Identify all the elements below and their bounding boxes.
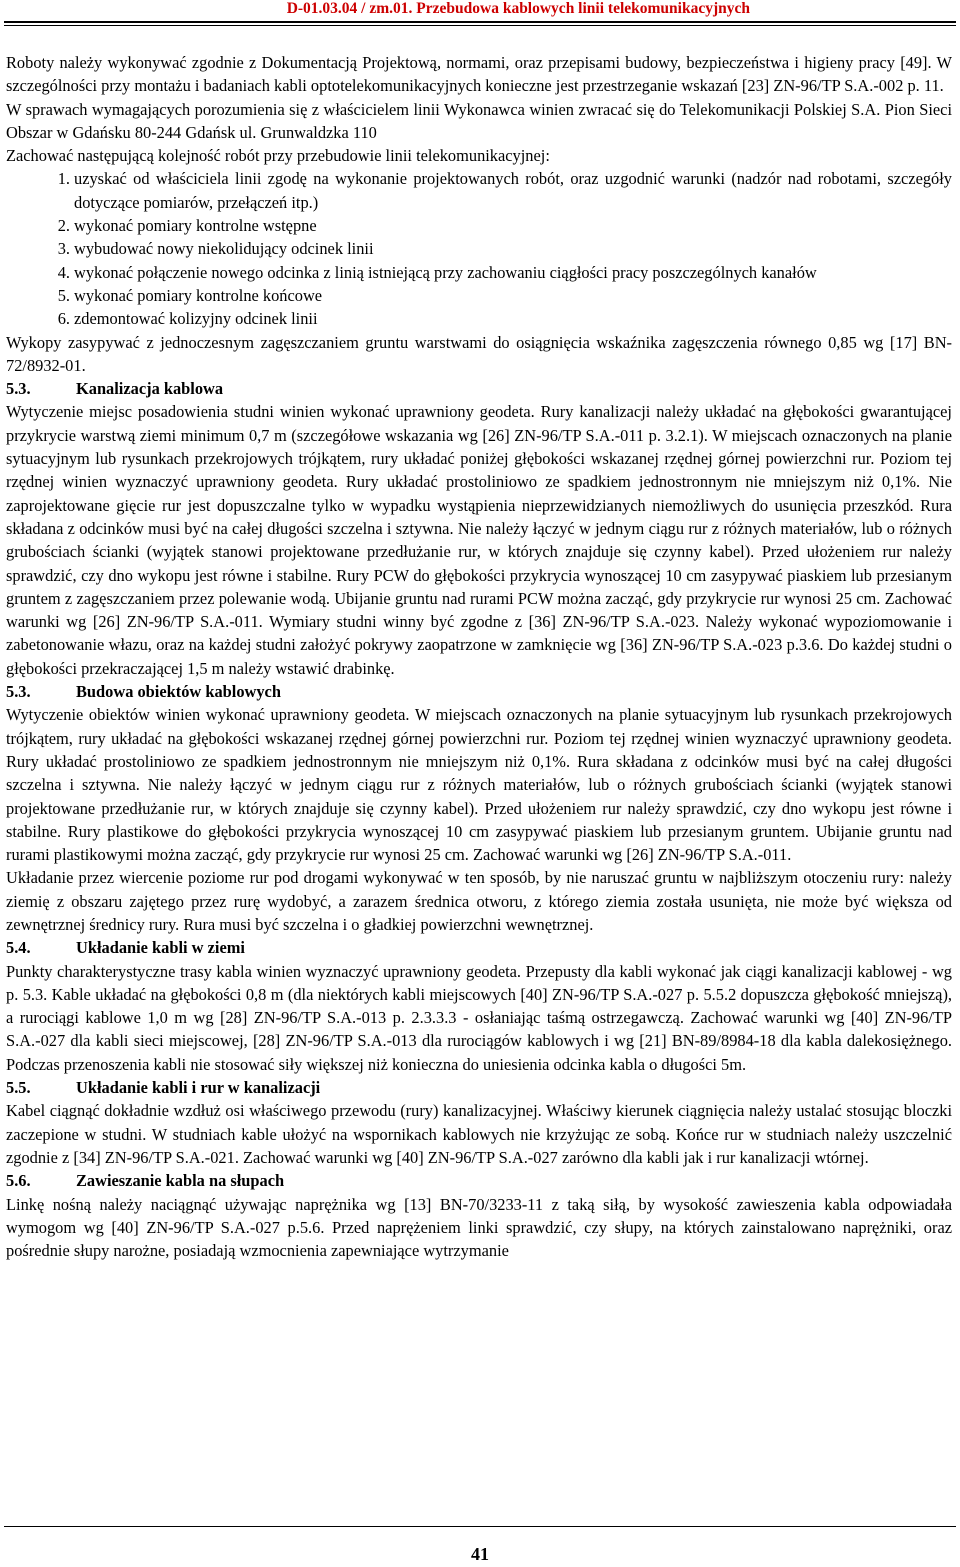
list-item-text: uzyskać od właściciela linii zgodę na wykonanie projektowanych robót, oraz uzgodnić warunki (nadzór nad robotami, szczegóły dotyczące pomiarów, przełączeń itp.) (74, 169, 952, 212)
work-order-list (6, 167, 952, 330)
section-text: Układanie przez wiercenie poziome rur pod drogami wykonywać w ten sposób, by nie naruszać gruntu w najbliższym otoczeniu rury: należy ziemię z obszaru zajętego przez rurę wydobyć, a zarazem średnica otworu, z którego ziemia została usunięta, nie może być większa od zewnętrznej średnicy rury. Rura musi być szczelna i o gładkiej powierzchni wewnętrznej. (6, 868, 952, 934)
section-title: Zawieszanie kabla na słupach (76, 1171, 285, 1191)
list-item-number: 5. (57, 285, 70, 305)
section-heading (6, 680, 952, 703)
paragraph-order-intro: Zachować następującą kolejność robót przy przebudowie linii telekomunikacyjnej: (6, 146, 550, 166)
section-heading (6, 936, 952, 959)
paragraph-safety: Roboty należy wykonywać zgodnie z Dokumentacją Projektową, normami, oraz przepisami budowy, bezpieczeństwa i higieny pracy [49]. W szczególności przy montażu i badaniach kabli optotelekomunikacyjnych konieczne jest przestrzeganie wskazań [23] ZN-96/TP S.A.-002 p. 11. (6, 53, 952, 96)
header-rule-thin (4, 25, 956, 26)
list-item-text: wybudować nowy niekolidujący odcinek linii (74, 239, 374, 259)
section-title: Kanalizacja kablowa (76, 379, 224, 399)
list-item (6, 237, 952, 260)
paragraph-agreement: W sprawach wymagających porozumienia się z właścicielem linii Wykonawca winien zwracać się do Telekomunikacji Polskiej S.A. Pion Sieci Obszar w Gdańsku 80-244 Gdańsk ul. Grunwaldzka 110 (6, 99, 952, 142)
section-heading (6, 377, 952, 400)
list-item-text: wykonać pomiary kontrolne wstępne (74, 216, 317, 236)
section-text: Wytyczenie miejsc posadowienia studni winien wykonać uprawniony geodeta. Rury kanalizacji należy układać na głębokości gwarantującej przykrycie warstwą ziemi minimum 0,7 m (szczegółowe wskazania wg [26] ZN-96/TP S.A.-011 p. 3.2.1). W miejscach oznaczonych na planie sytuacyjnym lub rysunkach przekrojowych trójkątem, rury układać poniżej głębokości wskazanej rzędnej górnej powierzchni rur. Poziom tej rzędnej winien wyznaczyć uprawniony geodeta. Rury układać prostoliniowo ze spadkiem jednostronnym nie mniejszym niż 0,1%. Nie zaprojektowane gięcie rur jest dopuszczalne tylko w wypadku wystąpienia nieprzewidzianych niemożliwych do usunięcia przeszkód. Rura składana z odcinków musi być na całej długości szczelna i sztywna. Nie należy łączyć w jednym ciągu rur z różnych materiałów, lub o różnych grubościach ścianki (wyjątek stanowi projektowane przedłużanie rur, w których znajduje się czynny kabel). Przed ułożeniem rur należy sprawdzić, czy dno wykopu jest równe i stabilne. Rury PCW do głębokości przykrycia wynoszącej 10 cm zasypywać piaskiem lub przesianym gruntem z zagęszczaniem przez polewanie wodą. Ubijanie gruntu nad rurami PCW można zacząć, gdy przykrycie rur wynosi 25 cm. Zachować warunki wg [26] ZN-96/TP S.A.-011. Wymiary studni winny być zgodne z [36] ZN-96/TP S.A.-023. Należy wykonać wypoziomowanie i zabetonowanie włazu, oraz na każdej studni założyć pokrywy zaopatrzone w zamknięcie wg [36] ZN-96/TP S.A.-023 p.3.6. Do każdej studni o głębokości przekraczającej 1,5 m należy wstawić drabinkę. (6, 402, 952, 678)
section-text: Linkę nośną należy naciągnąć używając naprężnika wg [13] BN-70/3233-11 z taką siłą, by wysokość zawieszenia kabla odpowiadała wymogom wg [40] ZN-96/TP S.A.-027 p.5.6. Przed naprężeniem linki sprawdzić, czy słupy, na których zainstalowano naprężniki, oraz pośrednie słupy narożne, posiadają wzmocnienia zapewniające wytrzymanie (6, 1194, 952, 1261)
header-rule (4, 21, 956, 23)
header-title: D-01.03.04 / zm.01. Przebudowa kablowych linii telekomunikacyjnych (286, 0, 750, 17)
list-item-text: zdemontować kolizyjny odcinek linii (74, 309, 318, 329)
section-number: 5.3. (6, 379, 31, 399)
list-item-number: 2. (57, 216, 70, 236)
section-text: Kabel ciągnąć dokładnie wzdłuż osi właściwego przewodu (rury) kanalizacyjnej. Właściwy kierunek ciągnięcia należy ustalać stosując bloczki zaczepione w studni. W studniach kable ułożyć na wspornikach kablowych nie krzyżując ze sobą. Końce rur w studniach należy uszczelnić zgodnie z [34] ZN-96/TP S.A.-021. Zachować warunki wg [40] ZN-96/TP S.A.-027 zarówno dla kabli jak i rur kanalizacji wtórnej. (6, 1101, 952, 1167)
section-title: Układanie kabli w ziemi (76, 938, 245, 958)
list-item (6, 167, 952, 214)
list-item-number: 4. (57, 262, 70, 282)
section-number: 5.4. (6, 938, 31, 958)
list-item (6, 261, 952, 284)
section-number: 5.6. (6, 1171, 31, 1191)
list-item (6, 307, 952, 330)
section-number: 5.3. (6, 682, 31, 702)
list-item (6, 284, 952, 307)
footer-rule (4, 1526, 956, 1527)
list-item-text: wykonać pomiary kontrolne końcowe (74, 285, 323, 305)
document-body (6, 51, 952, 1262)
section-title: Budowa obiektów kablowych (76, 682, 281, 702)
section-title: Układanie kabli i rur w kanalizacji (76, 1078, 321, 1098)
page-header (0, 0, 960, 30)
section-number: 5.5. (6, 1078, 31, 1098)
section-text: Wytyczenie obiektów winien wykonać uprawniony geodeta. W miejscach oznaczonych na planie sytuacyjnym lub rysunkach przekrojowych trójkątem, rury układać na głębokości wskazanej rzędnej górnej powierzchni rur. Poziom tej rzędnej winien wyznaczyć uprawniony geodeta. Rury układać prostoliniowo ze spadkiem jednostronnym nie mniejszym niż 0,1%. Rura składana z odcinków musi być na całej długości szczelna i sztywna. Nie należy łączyć w jednym ciągu rur z różnych materiałów, lub o różnych grubościach ścianki (wyjątek stanowi projektowane przedłużanie rur, w których znajduje się czynny kabel). Przed ułożeniem rur należy sprawdzić, czy dno wykopu jest równe i stabilne. Rury plastikowe do głębokości przykrycia wynoszącej 10 cm zasypywać piaskiem lub przesianym gruntem. Ubijanie gruntu nad rurami plastikowymi można zacząć, gdy przykrycie rur wynosi 25 cm. Zachować warunki wg [26] ZN-96/TP S.A.-011. (6, 705, 952, 865)
section-text: Punkty charakterystyczne trasy kabla winien wyznaczyć uprawniony geodeta. Przepusty dla kabli wykonać jak ciągi kanalizacji kablowej - wg p. 5.3. Kable układać na głębokości 0,8 m (dla niektórych kabli miejscowych [40] ZN-96/TP S.A.-027 p. 5.5.2 dopuszcza głębokość mniejszą), a rurociągi kablowe 1,0 m wg [28] ZN-96/TP S.A.-013 p. 2.3.3.3 - osłaniając taśmą ostrzegawczą. Zachować warunki wg [40] ZN-96/TP S.A.-027 dla kabli sieci miejscowej, [28] ZN-96/TP S.A.-013 dla rurociągów kablowych i wg [21] BN-89/8984-18 dla kabla dalekosiężnego. Podczas przenoszenia kabli nie stosować siły większej niż konieczna do uniesienia odcinka kabla o długości 5m. (6, 961, 952, 1074)
section-heading (6, 1076, 952, 1099)
list-item-number: 1. (57, 169, 70, 189)
page-number: 41 (471, 1544, 489, 1564)
list-item-number: 3. (57, 239, 70, 259)
list-item-number: 6. (57, 309, 70, 329)
paragraph-backfill: Wykopy zasypywać z jednoczesnym zagęszczaniem gruntu warstwami do osiągnięcia wskaźnika zagęszczenia równego 0,85 wg [17] BN-72/8932-01. (6, 332, 952, 375)
list-item (6, 214, 952, 237)
section-heading (6, 1169, 952, 1192)
list-item-text: wykonać połączenie nowego odcinka z linią istniejącą przy zachowaniu ciągłości pracy poszczególnych kanałów (74, 262, 817, 282)
